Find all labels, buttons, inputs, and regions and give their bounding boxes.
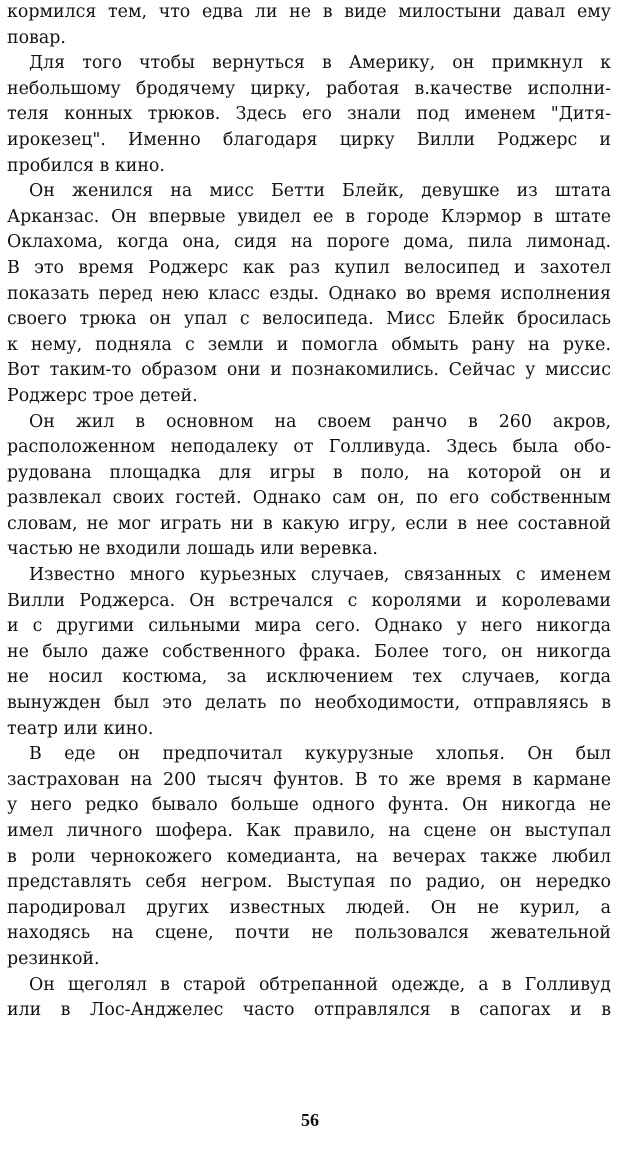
text-line: повар. [7, 27, 66, 48]
page-text [7, 0, 611, 1024]
paragraph [7, 563, 611, 742]
text-line: Он женился на мисс Бетти Блейк, девушке из штата [29, 181, 611, 202]
paragraph [7, 0, 611, 51]
paragraph [7, 179, 611, 409]
text-line: небольшому бродячему цирку, работая в.качестве исполни- [7, 78, 611, 99]
text-line: вынужден был это делать по необходимости, отправляясь в [7, 693, 611, 714]
text-line: Он щеголял в старой обтрепанной одежде, а в Голливуд [29, 974, 611, 995]
text-line: пародировал других известных людей. Он не курил, а [7, 897, 611, 918]
paragraph [7, 51, 611, 179]
text-line: Оклахома, когда она, сидя на пороге дома, пила лимонад. [7, 232, 611, 253]
text-line: частью не входили лошадь или веревка. [7, 539, 378, 560]
text-line: застрахован на 200 тысяч фунтов. В то же время в кармане [7, 769, 611, 790]
text-line: Вот таким-то образом они и познакомились. Сейчас у миссис [7, 360, 611, 381]
text-line: или в Лос-Анджелес часто отправлялся в сапогах и в [7, 1000, 611, 1021]
text-line: показать перед нею класс езды. Однако во время исполнения [7, 283, 611, 304]
text-line: Известно много курьезных случаев, связанных с именем [29, 565, 611, 586]
text-line: Роджерс трое детей. [7, 385, 198, 406]
text-line: находясь на сцене, почти не пользовался жевательной [7, 923, 611, 944]
text-line: Он жил в основном на своем ранчо в 260 акров, [29, 411, 611, 432]
text-line: ирокезец". Именно благодаря цирку Вилли Роджерс и [7, 129, 611, 150]
text-line: Арканзас. Он впервые увидел ее в городе Клэрмор в штате [7, 206, 611, 227]
text-line: Для того чтобы вернуться в Америку, он примкнул к [29, 53, 611, 74]
text-line: у него редко бывало больше одного фунта. Он никогда не [7, 795, 611, 816]
text-line: развлекал своих гостей. Однако сам он, по его собственным [7, 488, 611, 509]
text-line: рудована площадка для игры в поло, на которой он и [7, 462, 611, 483]
paragraph [7, 742, 611, 972]
text-line: не было даже собственного фрака. Более того, он никогда [7, 641, 611, 662]
text-line: Вилли Роджерса. Он встречался с королями и королевами [7, 590, 611, 611]
text-line: резинкой. [7, 948, 100, 969]
text-line: не носил костюма, за исключением тех случаев, когда [7, 667, 611, 688]
text-line: в роли чернокожего комедианта, на вечерах также любил [7, 846, 611, 867]
text-line: и с другими сильными мира сего. Однако у него никогда [7, 616, 611, 637]
text-line: В еде он предпочитал кукурузные хлопья. Он был [29, 744, 611, 765]
text-line: кормился тем, что едва ли не в виде милостыни давал ему [7, 2, 611, 22]
paragraph [7, 973, 611, 1024]
text-line: словам, не мог играть ни в какую игру, если в нее составной [7, 513, 611, 534]
text-line: представлять себя негром. Выступая по радио, он нередко [7, 872, 611, 893]
text-line: теля конных трюков. Здесь его знали под именем "Дитя- [7, 104, 611, 125]
text-line: пробился в кино. [7, 155, 165, 176]
text-line: В это время Роджерс как раз купил велосипед и захотел [7, 257, 611, 278]
text-line: своего трюка он упал с велосипеда. Мисс Блейк бросилась [7, 309, 611, 330]
page-number: 56 [301, 1110, 319, 1130]
text-line: театр или кино. [7, 718, 154, 739]
paragraph [7, 410, 611, 564]
text-line: к нему, подняла с земли и помогла обмыть рану на руке. [7, 334, 611, 355]
text-line: имел личного шофера. Как правило, на сцене он выступал [7, 821, 611, 841]
text-line: расположенном неподалеку от Голливуда. Здесь была обо- [7, 437, 611, 458]
